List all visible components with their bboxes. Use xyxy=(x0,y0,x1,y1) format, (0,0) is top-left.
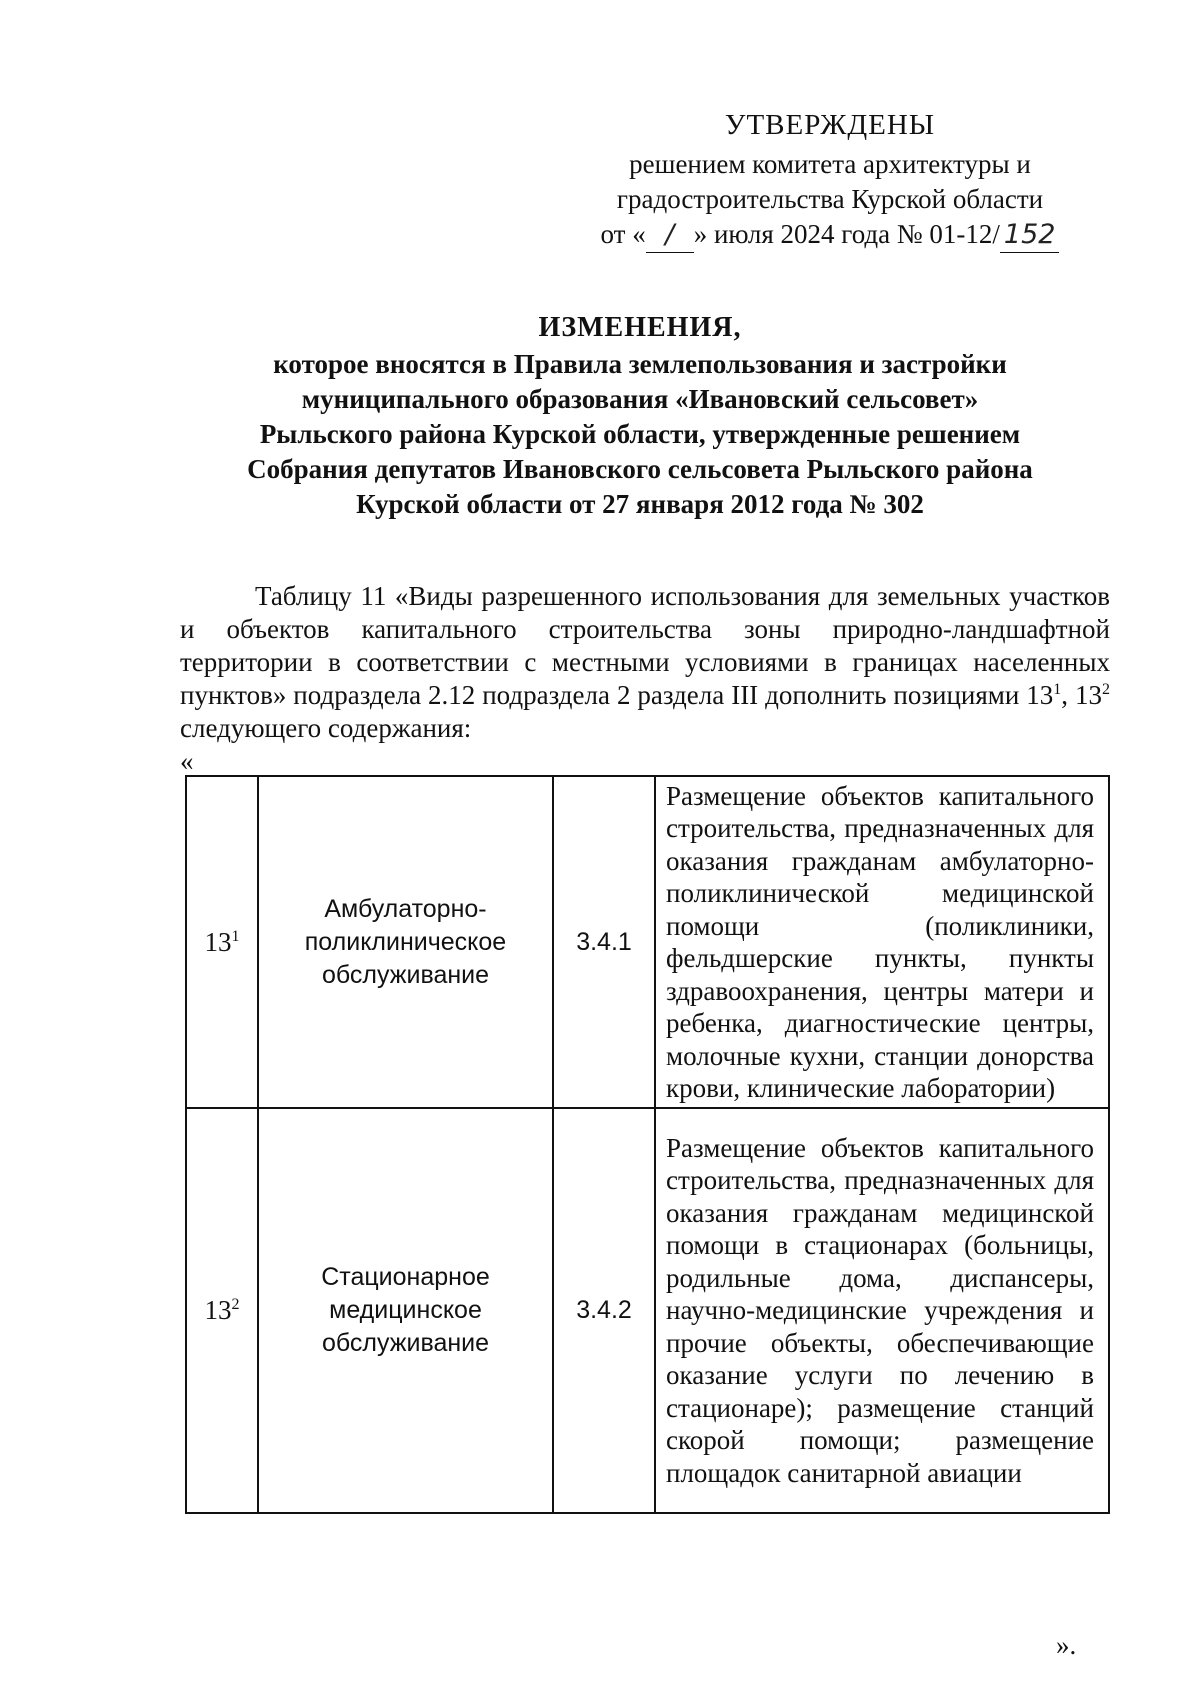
row-description: Размещение объектов капитального строительства, предназначенных для оказания гражданам амбулаторно-поликлинической медицинской помощи (поликлиники, фельдшерские пункты, пункты здравоохранения, центры матери и ребенка, диагностические центры, молочные кухни, станции донорства крови, клинические лаборатории) xyxy=(655,776,1109,1108)
approval-stamp xyxy=(580,108,1080,253)
row-number-sup: 2 xyxy=(231,1296,240,1314)
changes-table xyxy=(185,775,1110,1514)
superscript-2: 2 xyxy=(1102,681,1110,698)
approval-date-middle: » июля 2024 года № 01-12/ xyxy=(693,219,1000,249)
row-code: 3.4.1 xyxy=(553,776,655,1108)
heading-line-5: Курской области от 27 января 2012 года № 302 xyxy=(356,489,924,519)
row-number-text: 13 xyxy=(204,1295,232,1326)
row-description: Размещение объектов капитального строительства, предназначенных для оказания гражданам медицинской помощи в стационарах (больницы, родильные дома, диспансеры, научно-медицинские учреждения и прочие объекты, обеспечивающие оказание услуги по лечению в стационаре); размещение станций скорой помощи; размещение площадок санитарной авиации xyxy=(655,1108,1109,1513)
table-row xyxy=(186,776,1109,1108)
handwritten-day: / xyxy=(646,217,694,253)
heading-line-1: которое вносятся в Правила землепользования и застройки xyxy=(273,349,1007,379)
document-heading xyxy=(130,310,1150,522)
row-number xyxy=(186,776,258,1108)
row-number-sup: 1 xyxy=(231,927,240,945)
heading-line-3: Рыльского района Курской области, утвержденные решением xyxy=(259,419,1021,449)
paragraph-comma: , 13 xyxy=(1061,680,1102,710)
approval-date-line xyxy=(580,217,1080,253)
body-paragraph xyxy=(180,580,1110,745)
open-quote: « xyxy=(180,746,194,776)
row-number-text: 13 xyxy=(204,926,232,957)
paragraph-start: Таблицу 11 «Виды разрешенного использования для земельных участков и объектов капитального строительства зоны природно-ландшафтной территории в соответствии с местными условиями в границах населенных пунктов» подраздела 2.12 подраздела 2 раздела III дополнить позициями 13 xyxy=(180,581,1110,710)
row-name: Стационарное медицинское обслуживание xyxy=(258,1108,553,1513)
superscript-1: 1 xyxy=(1053,681,1062,698)
approval-line-1: решением комитета архитектуры и xyxy=(629,149,1031,179)
row-number xyxy=(186,1108,258,1513)
row-code: 3.4.2 xyxy=(553,1108,655,1513)
approval-title: УТВЕРЖДЕНЫ xyxy=(724,109,936,141)
handwritten-number: 152 xyxy=(1000,217,1060,253)
paragraph-end: следующего содержания: xyxy=(180,713,472,743)
heading-line-4: Собрания депутатов Ивановского сельсовета Рыльского района xyxy=(247,454,1033,484)
approval-line-2: градостроительства Курской области xyxy=(616,184,1044,214)
table-row xyxy=(186,1108,1109,1513)
close-quote: ». xyxy=(1056,1630,1077,1660)
row-name: Амбулаторно-поликлиническое обслуживание xyxy=(258,776,553,1108)
heading-main: ИЗМЕНЕНИЯ, xyxy=(538,312,742,343)
heading-line-2: муниципального образования «Ивановский сельсовет» xyxy=(301,384,979,414)
approval-date-prefix: от « xyxy=(600,219,646,249)
